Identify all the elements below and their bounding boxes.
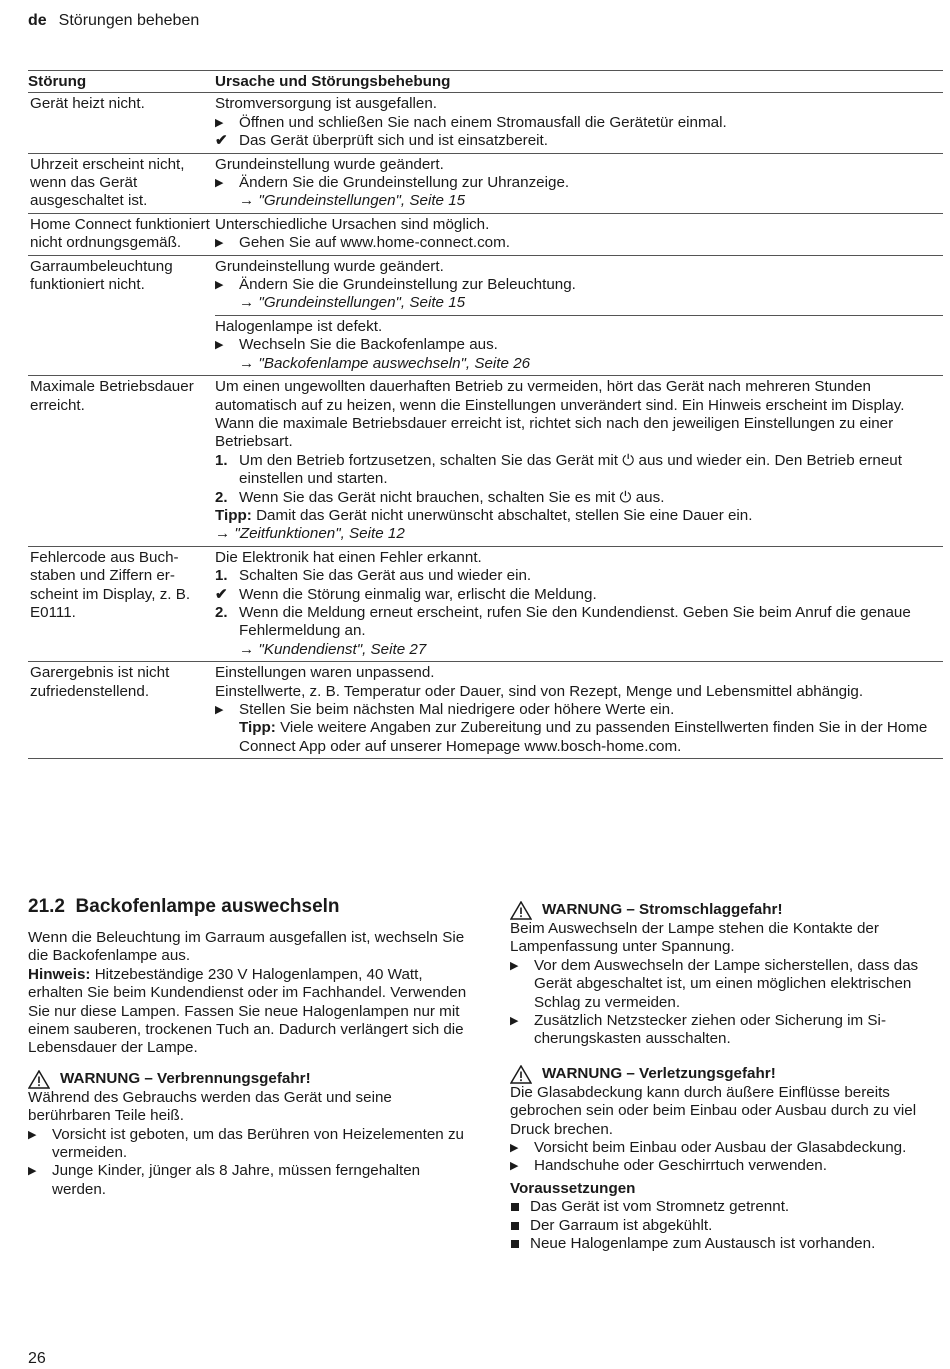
reference-text[interactable]: "Grundeinstellungen", Seite 15 (258, 192, 466, 210)
warning-item: Handschuhe oder Geschirrtuch verwenden. (534, 1157, 827, 1175)
fault-cell: Fehlercode aus Buchstaben und Ziffern erscheint im Display, z. B. E0111. (28, 546, 215, 661)
list-item (28, 1126, 468, 1163)
prerequisite-text: Neue Halogenlampe zum Austausch ist vorhanden. (530, 1235, 876, 1253)
warning-item: Vorsicht beim Einbau oder Ausbau der Glasabdeckung. (534, 1139, 907, 1157)
result-text: Wenn die Störung einmalig war, erlischt die Meldung. (239, 585, 597, 603)
cause-text: Um einen ungewollten dauerhaften Betrieb zu vermeiden, hört das Gerät nach mehreren Stunden automatisch auf zu heizen, wenn die Einstellungen unverändert sind. Ein Hinweis erscheint im Display. (215, 378, 905, 414)
list-item (215, 701, 943, 719)
step-text: Wenn die Meldung erneut erscheint, rufen Sie den Kundendienst. Geben Sie beim Anruf die genaue Fehlermeldung an. (239, 603, 911, 640)
warning-text: Während des Gebrauchs werden das Gerät und seine berührbaren Teile heiß. (28, 1088, 392, 1125)
arrow-right-icon: → (239, 192, 259, 210)
section-left-column (28, 895, 468, 1199)
cause-cell (215, 93, 943, 153)
list-item (28, 1162, 468, 1199)
list-item (510, 957, 942, 1012)
warning-text: Beim Auswechseln der Lampe stehen die Kontakte der Lampenfassung unter Spannung. (510, 920, 879, 956)
list-item (510, 1235, 942, 1253)
col-header-fault: Störung (28, 71, 215, 93)
step-number: 1. (215, 451, 228, 469)
list-item (215, 586, 943, 604)
fault-cell: Home Connect funktioniert nicht ordnungsgemäß. (28, 213, 215, 255)
warning-triangle-icon (510, 1065, 532, 1084)
warning-title: WARNUNG – Stromschlaggefahr! (542, 901, 783, 919)
list-item (215, 174, 943, 192)
list-item (510, 1157, 942, 1175)
fault-cell: Garergebnis ist nicht zufriedenstellend. (28, 662, 215, 759)
tip-text: Viele weitere Angaben zur Zubereitung und zu passenden Einstellwerten finden Sie in der Home Connect App oder auf unserer Homepage www.bosch-home.com. (239, 719, 928, 755)
cause-cell (215, 662, 943, 759)
step-text: Schalten Sie das Gerät aus und wieder ein. (239, 567, 532, 585)
arrow-bullet-icon: ▶ (510, 959, 519, 972)
list-item (215, 132, 943, 150)
square-bullet-icon (511, 1203, 519, 1211)
list-item (215, 604, 943, 641)
cause-text: Die Elektronik hat einen Fehler erkannt. (215, 548, 482, 566)
cause-cell (215, 153, 943, 213)
tip (215, 507, 943, 525)
explanation-text: Wann die maximale Betriebsdauer erreicht ist, richtet sich nach den jeweiligen Einstellungen zu einer Betriebsart. (215, 414, 894, 451)
power-icon: ⏻ (619, 488, 632, 506)
arrow-bullet-icon: ▶ (510, 1160, 519, 1173)
note-text: Hitzebeständige 230 V Halogenlampen, 40 Watt, erhalten Sie beim Kundendienst oder im Fachhandel. Verwenden Sie nur diese Lampen. Fassen Sie neue Halogenlampen nur mit einem sauberen, trockenen Tuch an. Dadurch verlängert sich die Lebensdauer der Lampe. (28, 965, 467, 1057)
warning-text: Die Glasabdeckung kann durch äußere Einflüsse bereits gebrochen sein oder beim Einbau oder Ausbau durch zu viel Druck brechen. (510, 1083, 917, 1138)
cause-text: Halogenlampe ist defekt. (215, 317, 383, 335)
list-item (215, 489, 943, 507)
action-text: Ändern Sie die Grundeinstellung zur Uhranzeige. (239, 174, 570, 192)
result-text: Das Gerät überprüft sich und ist einsatzbereit. (239, 132, 548, 150)
list-item (510, 1012, 942, 1049)
fault-cell: Gerät heizt nicht. (30, 95, 145, 113)
step-number: 2. (215, 488, 228, 506)
table-row (28, 255, 943, 375)
cross-reference[interactable] (215, 355, 943, 373)
cross-reference[interactable] (215, 525, 943, 543)
step-text: Um den Betrieb fortzusetzen, schalten Sie das Gerät mit (239, 451, 619, 469)
step-number: 1. (215, 567, 228, 585)
section-title: Backofenlampe auswechseln (75, 896, 340, 917)
cause-text: Grundeinstellung wurde geändert. (215, 155, 444, 173)
cause-cell (215, 376, 943, 547)
cause-text: Grundeinstellung wurde geändert. (215, 257, 444, 275)
action-text: Wechseln Sie die Backofenlampe aus. (239, 336, 498, 354)
table-row (28, 93, 943, 153)
list-item (510, 1139, 942, 1157)
tip-text: Damit das Gerät nicht unerwünscht abschaltet, stellen Sie eine Dauer ein. (256, 506, 753, 524)
list-item (510, 1217, 942, 1235)
arrow-bullet-icon: ▶ (510, 1142, 519, 1155)
table-row (28, 546, 943, 661)
arrow-bullet-icon: ▶ (215, 177, 224, 190)
action-text: Ändern Sie die Grundeinstellung zur Beleuchtung. (239, 276, 576, 294)
cross-reference[interactable] (215, 641, 943, 659)
cause-cell (215, 255, 943, 375)
arrow-right-icon: → (215, 525, 235, 543)
step-number: 2. (215, 603, 228, 621)
action-text: Stellen Sie beim nächsten Mal niedrigere oder höhere Werte ein. (239, 701, 675, 718)
list-item (215, 567, 943, 585)
tip (215, 719, 943, 756)
tip-label: Tipp: (239, 719, 276, 737)
warning-title: WARNUNG – Verbrennungsgefahr! (60, 1070, 311, 1088)
square-bullet-icon (511, 1222, 519, 1230)
fault-cell: Garraumbeleuchtung funktioniert nicht. (28, 255, 215, 375)
arrow-bullet-icon: ▶ (215, 704, 224, 716)
warning-item: Zusätzlich Netzstecker ziehen oder Sicherung im Sicherungskasten ausschalten. (534, 1012, 886, 1048)
warning-item: Junge Kinder, jünger als 8 Jahre, müssen ferngehalten werden. (52, 1162, 421, 1198)
list-item (215, 336, 943, 354)
list-item (215, 234, 943, 252)
cause-cell (215, 546, 943, 661)
running-header (28, 12, 199, 30)
table-row (28, 153, 943, 213)
tip-label: Tipp: (215, 506, 252, 524)
arrow-bullet-icon: ▶ (215, 339, 224, 352)
step-text: aus und wieder ein. Den Betrieb erneut einstellen und starten. (239, 451, 902, 488)
cause-text: Unterschiedliche Ursachen sind möglich. (215, 215, 490, 233)
table-row (28, 376, 943, 547)
warning-triangle-icon (28, 1070, 50, 1089)
checkmark-icon: ✔ (215, 585, 228, 603)
note-label: Hinweis: (28, 965, 91, 983)
note-paragraph (28, 966, 468, 1058)
cross-reference[interactable] (215, 294, 943, 312)
warning-triangle-icon (510, 901, 532, 920)
action-text: Öffnen und schließen Sie nach einem Stromausfall die Gerätetür einmal. (239, 113, 727, 131)
list-item (215, 452, 943, 489)
arrow-bullet-icon: ▶ (215, 237, 224, 250)
list-item (215, 114, 943, 132)
fault-cell: Uhrzeit erscheint nicht, wenn das Gerät ausgeschaltet ist. (28, 153, 215, 213)
table-row (28, 662, 943, 759)
warning-heading (510, 1065, 942, 1084)
step-text: aus. (635, 488, 665, 506)
cross-reference[interactable] (215, 192, 943, 210)
reference-text[interactable]: "Grundeinstellungen", Seite 15 (258, 294, 466, 312)
col-header-cause: Ursache und Störungsbehebung (215, 71, 943, 93)
explanation-text: Einstellwerte, z. B. Temperatur oder Dauer, sind von Rezept, Menge und Lebensmittel abhängig. (215, 682, 864, 700)
cause-text: Einstellungen waren unpassend. (215, 664, 435, 682)
section-heading (28, 895, 468, 919)
arrow-bullet-icon: ▶ (510, 1015, 519, 1028)
arrow-bullet-icon: ▶ (215, 279, 224, 292)
arrow-right-icon: → (239, 640, 259, 658)
power-icon: ⏻ (622, 451, 635, 469)
page-number: 26 (28, 1350, 46, 1367)
reference-text[interactable]: "Zeitfunktionen", Seite 12 (234, 525, 405, 543)
cause-text: Stromversorgung ist ausgefallen. (215, 95, 438, 113)
arrow-right-icon: → (239, 354, 259, 372)
prerequisites-heading: Voraussetzungen (510, 1179, 636, 1197)
intro-paragraph: Wenn die Beleuchtung im Garraum ausgefallen ist, wechseln Sie die Backofenlampe aus. (28, 929, 465, 965)
warning-item: Vor dem Auswechseln der Lampe sicherstellen, dass das Gerät abgeschaltet ist, um einen möglichen elektrischen Schlag zu vermeiden. (534, 956, 919, 1011)
troubleshooting-table (28, 70, 943, 759)
warning-item: Vorsicht ist geboten, um das Berühren von Heizelementen zu vermeiden. (52, 1125, 464, 1162)
arrow-bullet-icon: ▶ (28, 1128, 37, 1141)
table-row (28, 213, 943, 255)
list-item (215, 276, 943, 294)
checkmark-icon: ✔ (215, 132, 228, 150)
warning-heading (28, 1070, 468, 1089)
warning-heading (510, 901, 942, 920)
sub-cause (215, 315, 943, 373)
language-code: de (28, 12, 47, 29)
arrow-bullet-icon: ▶ (28, 1165, 37, 1178)
cause-cell (215, 213, 943, 255)
list-item (510, 1198, 942, 1216)
section-right-column (510, 901, 942, 1254)
prerequisite-text: Der Garraum ist abgekühlt. (530, 1216, 713, 1234)
square-bullet-icon (511, 1240, 519, 1248)
header-title: Störungen beheben (58, 12, 200, 29)
arrow-bullet-icon: ▶ (215, 116, 224, 129)
reference-text[interactable]: "Kundendienst", Seite 27 (258, 640, 427, 658)
fault-cell: Maximale Betriebsdauer erreicht. (28, 376, 215, 547)
section-number: 21.2 (28, 896, 65, 917)
action-text: Gehen Sie auf www.home-connect.com. (239, 234, 510, 252)
arrow-right-icon: → (239, 294, 259, 312)
prerequisite-text: Das Gerät ist vom Stromnetz getrennt. (530, 1198, 790, 1216)
table-header-row (28, 71, 943, 93)
step-text: Wenn Sie das Gerät nicht brauchen, schalten Sie es mit (239, 488, 616, 506)
reference-text[interactable]: "Backofenlampe auswechseln", Seite 26 (258, 354, 531, 372)
warning-title: WARNUNG – Verletzungsgefahr! (542, 1065, 776, 1083)
